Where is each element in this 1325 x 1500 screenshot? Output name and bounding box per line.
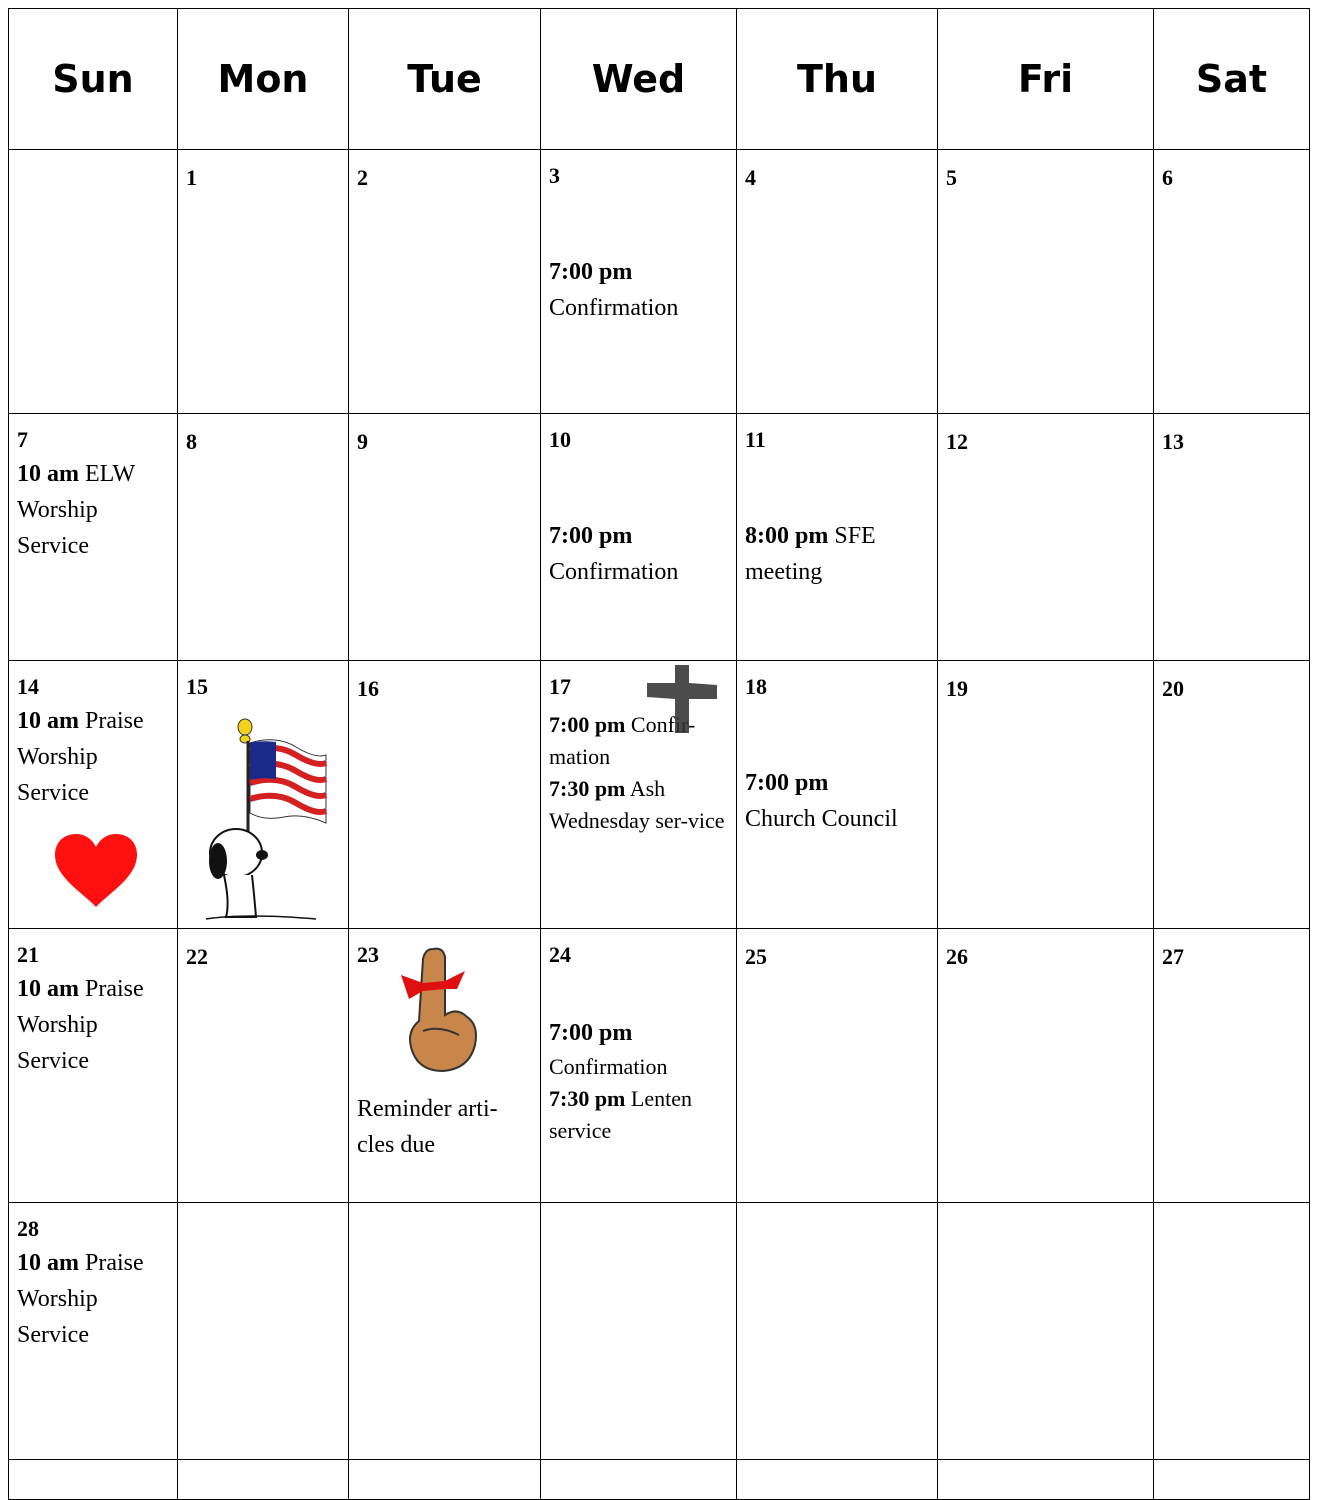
day-number: 26	[946, 944, 968, 969]
day-cell[interactable]	[541, 929, 737, 1203]
day-cell[interactable]	[938, 150, 1154, 414]
day-cell[interactable]	[9, 150, 178, 414]
day-number: 15	[186, 674, 208, 699]
event-text: Church Council	[745, 806, 898, 832]
day-number: 16	[357, 676, 379, 701]
weekday-header: Thu	[737, 9, 938, 150]
day-number: 27	[1162, 944, 1184, 969]
day-cell[interactable]	[541, 661, 737, 929]
day-cell[interactable]	[938, 929, 1154, 1203]
snoopy-flag-icon	[196, 713, 336, 923]
event-time: 7:00 pm	[549, 259, 633, 285]
day-number: 4	[745, 165, 756, 190]
event-text: Confirmation	[549, 295, 679, 321]
event-text: Ash Wednesday ser-vice	[549, 776, 725, 833]
event-text: Reminder arti-cles due	[357, 1096, 498, 1158]
day-cell[interactable]	[178, 1203, 349, 1460]
day-number: 25	[745, 944, 767, 969]
day-cell[interactable]	[1154, 414, 1310, 661]
week-row	[9, 150, 1310, 414]
weekday-header: Fri	[938, 9, 1154, 150]
day-number: 12	[946, 429, 968, 454]
day-cell[interactable]	[737, 929, 938, 1203]
day-number: 21	[17, 942, 39, 967]
day-number: 2	[357, 165, 368, 190]
day-cell[interactable]	[349, 1203, 541, 1460]
event-time: 10 am	[17, 708, 79, 734]
day-cell[interactable]	[1154, 150, 1310, 414]
day-number: 23	[357, 942, 379, 967]
event-text: Confir-mation	[549, 712, 696, 769]
day-cell[interactable]	[9, 1203, 178, 1460]
day-cell[interactable]	[349, 661, 541, 929]
day-number: 20	[1162, 676, 1184, 701]
weekday-header: Sat	[1154, 9, 1310, 150]
event-text: Praise Worship Service	[17, 976, 144, 1074]
day-cell[interactable]	[737, 661, 938, 929]
day-cell[interactable]	[349, 150, 541, 414]
day-number: 5	[946, 165, 957, 190]
day-cell[interactable]	[178, 414, 349, 661]
day-cell[interactable]	[737, 150, 938, 414]
day-number: 24	[549, 942, 571, 967]
event-text: Confirmation	[549, 559, 679, 585]
day-cell[interactable]	[541, 150, 737, 414]
day-number: 6	[1162, 165, 1173, 190]
event-text: Confirmation	[549, 1054, 668, 1079]
weekday-header: Sun	[9, 9, 178, 150]
event-text: Praise Worship Service	[17, 1250, 144, 1348]
day-cell[interactable]	[737, 1203, 938, 1460]
day-cell[interactable]	[1154, 661, 1310, 929]
week-row	[9, 414, 1310, 661]
event-time: 7:00 pm	[745, 770, 829, 796]
event-time: 10 am	[17, 1250, 79, 1276]
day-number: 7	[17, 427, 28, 452]
day-number: 14	[17, 674, 39, 699]
day-number: 3	[549, 163, 560, 188]
weekday-header: Tue	[349, 9, 541, 150]
event-time: 7:00 pm	[549, 523, 633, 549]
day-cell[interactable]	[178, 150, 349, 414]
day-cell[interactable]	[349, 929, 541, 1203]
day-number: 13	[1162, 429, 1184, 454]
day-number: 18	[745, 674, 767, 699]
event-text: ELW Worship Service	[17, 461, 135, 559]
day-number: 22	[186, 944, 208, 969]
day-cell[interactable]	[9, 929, 178, 1203]
day-cell[interactable]	[938, 1203, 1154, 1460]
week-row	[9, 1203, 1310, 1460]
event-text: Lenten service	[549, 1086, 692, 1143]
weekday-header-row	[9, 9, 1310, 150]
day-cell[interactable]	[938, 661, 1154, 929]
day-number: 10	[549, 427, 571, 452]
weekday-header: Mon	[178, 9, 349, 150]
week-row	[9, 661, 1310, 929]
event-time: 7:00 pm	[549, 712, 626, 737]
heart-icon	[53, 833, 139, 909]
event-text: SFE meeting	[745, 523, 876, 585]
day-number: 9	[357, 429, 368, 454]
week-row	[9, 929, 1310, 1203]
day-cell[interactable]	[938, 414, 1154, 661]
event-time: 7:30 pm	[549, 776, 626, 801]
day-number: 11	[745, 427, 766, 452]
finger-ribbon-icon	[399, 945, 483, 1075]
day-cell[interactable]	[1154, 929, 1310, 1203]
day-number: 28	[17, 1216, 39, 1241]
day-cell[interactable]	[541, 1203, 737, 1460]
event-time: 10 am	[17, 976, 79, 1002]
day-cell[interactable]	[9, 661, 178, 929]
calendar-grid	[8, 8, 1310, 1500]
weekday-header: Wed	[541, 9, 737, 150]
day-number: 17	[549, 674, 571, 699]
event-time: 7:00 pm	[549, 1020, 633, 1046]
day-cell[interactable]	[1154, 1203, 1310, 1460]
day-cell[interactable]	[178, 661, 349, 929]
day-cell[interactable]	[349, 414, 541, 661]
day-cell[interactable]	[178, 929, 349, 1203]
day-cell[interactable]	[737, 414, 938, 661]
day-number: 8	[186, 429, 197, 454]
day-number: 1	[186, 165, 197, 190]
event-time: 8:00 pm	[745, 523, 829, 549]
event-text: Praise Worship Service	[17, 708, 144, 806]
event-time: 10 am	[17, 461, 79, 487]
ash-cross-icon	[645, 663, 719, 735]
event-time: 7:30 pm	[549, 1086, 626, 1111]
day-number: 19	[946, 676, 968, 701]
day-cell[interactable]	[9, 414, 178, 661]
day-cell[interactable]	[541, 414, 737, 661]
